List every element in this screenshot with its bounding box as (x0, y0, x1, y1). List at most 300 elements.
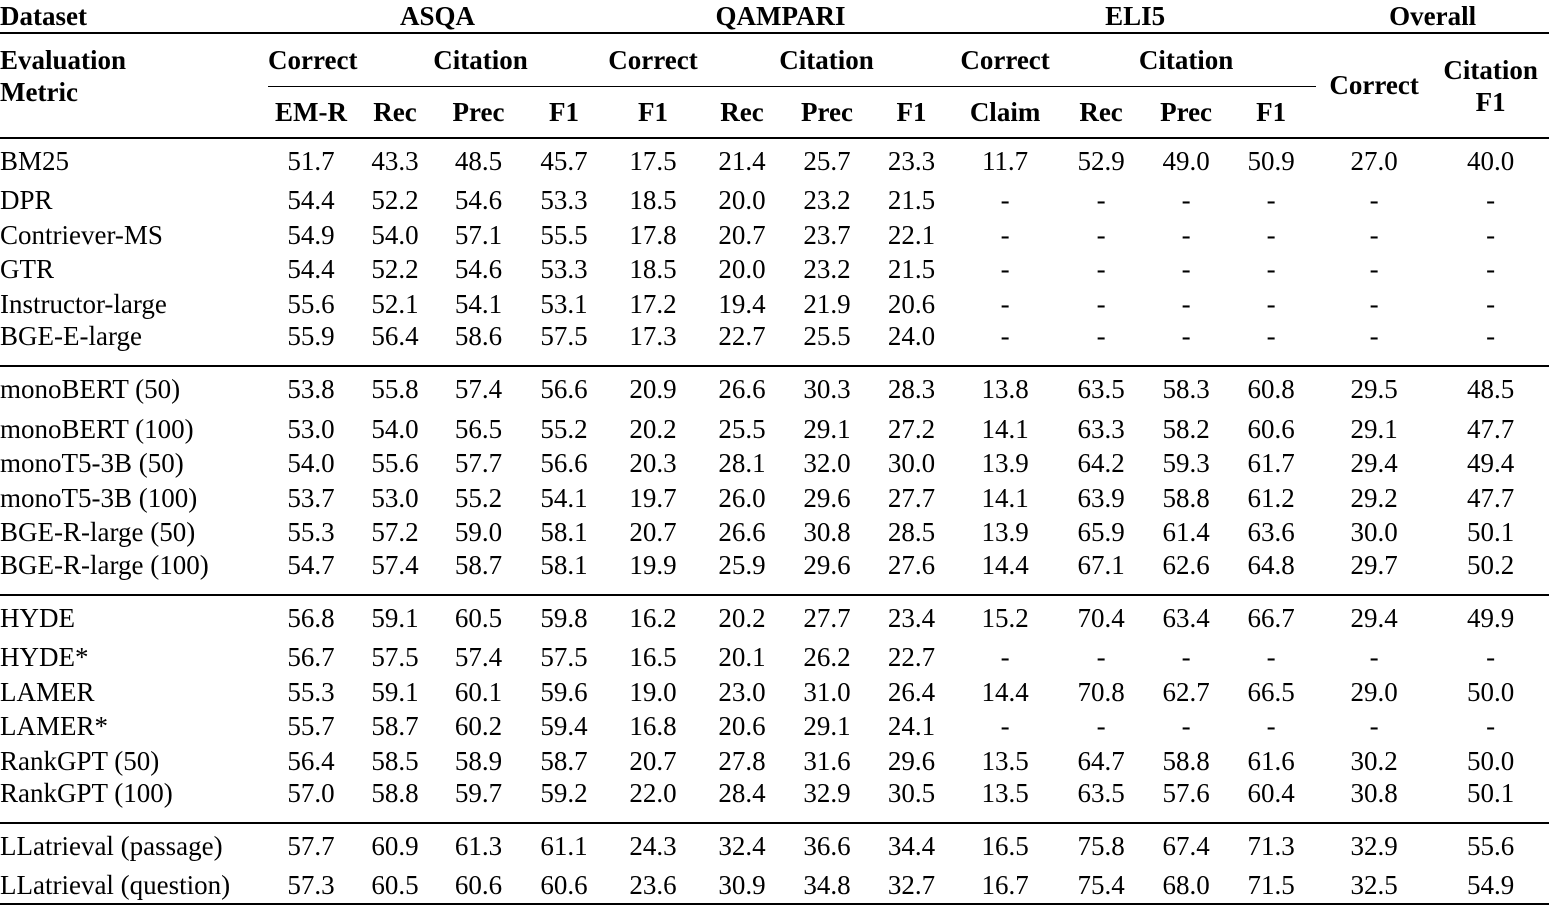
score-cell: 24.3 (607, 823, 699, 868)
score-cell: 63.3 (1077, 413, 1125, 444)
score-cell: 24.0 (887, 321, 936, 352)
score-cell: 67.4 (1146, 823, 1226, 868)
score-cell: 47.7 (1466, 482, 1515, 513)
subheader-eli5-f1: F1 (1256, 96, 1287, 127)
score-cell: 61.2 (1247, 482, 1295, 513)
score-cell: - (1369, 321, 1379, 352)
score-cell: 29.1 (803, 711, 851, 742)
method-name: GTR (0, 254, 54, 285)
score-cell: 15.2 (954, 595, 1056, 640)
score-cell: 57.5 (540, 642, 588, 673)
table-row (0, 595, 1549, 640)
eli5-correct-group: Correct (954, 33, 1056, 87)
score-cell: 29.4 (1316, 595, 1432, 640)
table-row (0, 640, 1549, 675)
score-cell: 27.7 (785, 595, 869, 640)
score-cell: - (1000, 711, 1010, 742)
score-cell: 57.2 (371, 517, 419, 548)
score-cell: 23.2 (803, 254, 851, 285)
table-row (0, 823, 1549, 868)
score-cell: 17.3 (629, 321, 677, 352)
score-cell: 51.7 (268, 138, 354, 183)
table-row (0, 252, 1549, 287)
score-cell: - (1266, 219, 1276, 250)
score-cell: 28.4 (718, 778, 766, 809)
score-cell: - (1000, 642, 1010, 673)
score-cell: 19.0 (629, 676, 677, 707)
score-cell: 53.1 (540, 289, 588, 320)
score-cell: - (1000, 254, 1010, 285)
score-cell: 70.8 (1077, 676, 1125, 707)
score-cell: 49.9 (1432, 595, 1549, 640)
score-cell: 59.6 (540, 676, 588, 707)
score-cell: 26.4 (887, 676, 936, 707)
score-cell: 53.0 (287, 413, 335, 444)
score-cell: 70.4 (1056, 595, 1146, 640)
score-cell: 60.6 (1247, 413, 1295, 444)
score-cell: 52.2 (371, 254, 419, 285)
score-cell: 63.5 (1077, 778, 1125, 809)
score-cell: 22.7 (887, 642, 936, 673)
score-cell: 23.6 (607, 868, 699, 904)
score-cell: 58.8 (371, 778, 419, 809)
score-cell: 63.5 (1056, 366, 1146, 411)
qampari-citation-group: Citation (699, 33, 954, 87)
score-cell: 71.3 (1226, 823, 1316, 868)
score-cell: - (1369, 219, 1379, 250)
score-cell: 30.0 (1350, 517, 1398, 548)
subheader-qampari-rec: Rec (720, 96, 764, 127)
score-cell: 55.9 (287, 321, 335, 352)
score-cell: 55.6 (1432, 823, 1549, 868)
score-cell: 58.7 (540, 745, 588, 776)
score-cell: 57.4 (436, 366, 521, 411)
score-cell: 57.6 (1162, 778, 1210, 809)
subheader-qampari-f1: F1 (638, 96, 669, 127)
score-cell: - (1096, 321, 1106, 352)
score-cell: 23.4 (869, 595, 954, 640)
score-cell: 59.7 (454, 778, 503, 809)
score-cell: 23.2 (803, 185, 851, 216)
score-cell: 20.0 (718, 254, 766, 285)
score-cell: 20.6 (718, 711, 766, 742)
method-name: RankGPT (50) (0, 745, 160, 776)
eli5-citation-group: Citation (1056, 33, 1316, 87)
score-cell: 54.7 (287, 549, 335, 580)
score-cell: - (1369, 711, 1379, 742)
score-cell: 13.9 (981, 448, 1029, 479)
table-row (0, 778, 1549, 823)
score-cell: 53.8 (268, 366, 354, 411)
score-cell: 55.7 (287, 711, 335, 742)
score-cell: 61.4 (1162, 517, 1210, 548)
table-row (0, 183, 1549, 218)
table-row (0, 674, 1549, 709)
score-cell: 29.0 (1350, 676, 1398, 707)
score-cell: 20.6 (887, 289, 936, 320)
score-cell: 64.8 (1247, 549, 1295, 580)
score-cell: 40.0 (1432, 138, 1549, 183)
score-cell: 50.0 (1466, 745, 1515, 776)
score-cell: 17.8 (629, 219, 677, 250)
score-cell: 27.0 (1316, 138, 1432, 183)
score-cell: 30.0 (887, 448, 936, 479)
table-row (0, 321, 1549, 366)
method-name: BGE-R-large (50) (0, 517, 196, 548)
score-cell: 50.0 (1466, 676, 1515, 707)
score-cell: 58.1 (540, 517, 588, 548)
score-cell: 59.8 (521, 595, 607, 640)
score-cell: 29.2 (1350, 482, 1398, 513)
score-cell: 14.4 (981, 549, 1029, 580)
score-cell: 54.1 (454, 289, 503, 320)
score-cell: 58.8 (1162, 482, 1210, 513)
score-cell: 54.1 (540, 482, 588, 513)
score-cell: - (1486, 254, 1496, 285)
score-cell: 50.1 (1466, 517, 1515, 548)
method-name: DPR (0, 185, 53, 216)
score-cell: 60.2 (454, 711, 503, 742)
score-cell: 57.5 (371, 642, 419, 673)
score-cell: 16.5 (954, 823, 1056, 868)
score-cell: 59.3 (1162, 448, 1210, 479)
score-cell: 21.5 (887, 185, 936, 216)
dataset-eli5: ELI5 (1105, 0, 1166, 31)
dataset-overall: Overall (1389, 0, 1477, 31)
score-cell: - (1486, 185, 1496, 216)
score-cell: 16.8 (629, 711, 677, 742)
method-name: Instructor-large (0, 289, 167, 320)
score-cell: 13.8 (954, 366, 1056, 411)
score-cell: 48.5 (436, 138, 521, 183)
score-cell: 21.4 (699, 138, 785, 183)
score-cell: 59.2 (540, 778, 588, 809)
table-row (0, 411, 1549, 446)
score-cell: 20.3 (629, 448, 677, 479)
score-cell: 31.6 (803, 745, 851, 776)
score-cell: 59.1 (354, 595, 436, 640)
score-cell: 56.4 (287, 745, 335, 776)
score-cell: - (1486, 219, 1496, 250)
score-cell: 75.8 (1056, 823, 1146, 868)
table-row (0, 481, 1549, 516)
score-cell: 27.7 (887, 482, 936, 513)
score-cell: 58.7 (371, 711, 419, 742)
score-cell: 50.1 (1466, 778, 1515, 809)
score-cell: 26.6 (718, 517, 766, 548)
method-name: BGE-R-large (100) (0, 549, 209, 580)
table-row (0, 709, 1549, 744)
method-name: monoT5-3B (50) (0, 448, 184, 479)
score-cell: - (1486, 642, 1496, 673)
score-cell: - (1486, 321, 1496, 352)
score-cell: 29.5 (1316, 366, 1432, 411)
score-cell: - (1181, 254, 1191, 285)
score-cell: 60.5 (354, 868, 436, 904)
table-row (0, 515, 1549, 550)
score-cell: 64.7 (1077, 745, 1125, 776)
score-cell: 53.0 (371, 482, 419, 513)
score-cell: 53.3 (540, 254, 588, 285)
metric-label (0, 33, 268, 138)
score-cell: 28.3 (869, 366, 954, 411)
score-cell: 54.9 (287, 219, 335, 250)
score-cell: 58.8 (1162, 745, 1210, 776)
subheader-qampari-prec: Prec (801, 96, 853, 127)
score-cell: 13.9 (981, 517, 1029, 548)
score-cell: 60.9 (354, 823, 436, 868)
score-cell: 66.5 (1247, 676, 1295, 707)
score-cell: 30.5 (887, 778, 936, 809)
score-cell: 64.2 (1077, 448, 1125, 479)
score-cell: 60.6 (521, 868, 607, 904)
score-cell: 54.0 (287, 448, 335, 479)
dataset-label: Dataset (0, 0, 87, 31)
score-cell: 61.6 (1247, 745, 1295, 776)
score-cell: 55.5 (540, 219, 588, 250)
score-cell: - (1181, 219, 1191, 250)
method-name: monoBERT (50) (0, 366, 268, 411)
subheader-asqa-rec: Rec (373, 96, 417, 127)
score-cell: 16.5 (629, 642, 677, 673)
score-cell: 54.9 (1432, 868, 1549, 904)
score-cell: 26.6 (699, 366, 785, 411)
score-cell: - (1181, 711, 1191, 742)
score-cell: 67.1 (1077, 549, 1125, 580)
score-cell: 61.7 (1247, 448, 1295, 479)
score-cell: 32.9 (1316, 823, 1432, 868)
score-cell: - (1266, 711, 1276, 742)
subheader-qampari-citation-f1: F1 (896, 96, 927, 127)
score-cell: 60.4 (1247, 778, 1295, 809)
score-cell: 25.5 (718, 413, 766, 444)
overall-citation-group (1432, 33, 1549, 138)
dataset-qampari: QAMPARI (715, 0, 846, 31)
score-cell: 26.2 (803, 642, 851, 673)
score-cell: 47.7 (1466, 413, 1515, 444)
score-cell: 58.5 (371, 745, 419, 776)
score-cell: 56.5 (454, 413, 503, 444)
score-cell: - (1096, 642, 1106, 673)
score-cell: - (1096, 254, 1106, 285)
method-name: BGE-E-large (0, 321, 142, 352)
score-cell: - (1181, 321, 1191, 352)
score-cell: 34.4 (869, 823, 954, 868)
method-name: monoBERT (100) (0, 413, 194, 444)
asqa-citation-group: Citation (354, 33, 607, 87)
score-cell: - (1369, 289, 1379, 320)
score-cell: 32.7 (869, 868, 954, 904)
score-cell: 30.2 (1350, 745, 1398, 776)
score-cell: 50.9 (1226, 138, 1316, 183)
overall-citation-line2: F1 (1475, 86, 1506, 117)
score-cell: 61.1 (521, 823, 607, 868)
method-name: BM25 (0, 138, 268, 183)
score-cell: 29.1 (803, 413, 851, 444)
score-cell: - (1266, 642, 1276, 673)
results-body (0, 138, 1549, 904)
score-cell: 48.5 (1432, 366, 1549, 411)
score-cell: 29.7 (1350, 549, 1398, 580)
metric-label-line1: Evaluation (0, 45, 127, 75)
score-cell: 57.0 (287, 778, 335, 809)
subheader-eli5-rec: Rec (1079, 96, 1123, 127)
score-cell: 22.1 (887, 219, 936, 250)
table-row (0, 550, 1549, 595)
score-cell: 24.1 (887, 711, 936, 742)
score-cell: 29.6 (887, 745, 936, 776)
subheader-eli5-claim: Claim (969, 96, 1041, 127)
score-cell: 53.7 (287, 482, 335, 513)
score-cell: 71.5 (1226, 868, 1316, 904)
score-cell: 20.7 (629, 517, 677, 548)
score-cell: 19.4 (718, 289, 766, 320)
score-cell: 30.8 (803, 517, 851, 548)
score-cell: 20.7 (629, 745, 677, 776)
score-cell: 54.4 (287, 254, 335, 285)
method-name: Contriever-MS (0, 219, 163, 250)
overall-correct-group: Correct (1316, 33, 1432, 138)
score-cell: 52.2 (371, 185, 419, 216)
score-cell: 21.5 (887, 254, 936, 285)
score-cell: 55.8 (354, 366, 436, 411)
score-cell: - (1096, 185, 1106, 216)
method-name: HYDE* (0, 642, 89, 673)
score-cell: 36.6 (785, 823, 869, 868)
score-cell: 23.0 (718, 676, 766, 707)
asqa-correct-group: Correct (268, 33, 354, 87)
score-cell: 19.9 (629, 549, 677, 580)
score-cell: 30.8 (1350, 778, 1398, 809)
score-cell: 56.8 (268, 595, 354, 640)
score-cell: 31.0 (803, 676, 851, 707)
score-cell: - (1266, 321, 1276, 352)
subheader-eli5-prec: Prec (1160, 96, 1213, 127)
score-cell: 23.3 (869, 138, 954, 183)
score-cell: 58.2 (1162, 413, 1210, 444)
score-cell: 32.9 (803, 778, 851, 809)
method-name: LLatrieval (question) (0, 868, 268, 904)
score-cell: 20.2 (629, 413, 677, 444)
score-cell: 28.5 (887, 517, 936, 548)
score-cell: 55.3 (287, 676, 335, 707)
method-name: monoT5-3B (100) (0, 482, 198, 513)
score-cell: 54.0 (371, 219, 419, 250)
table-row (0, 366, 1549, 411)
score-cell: 58.1 (540, 549, 588, 580)
score-cell: 63.9 (1077, 482, 1125, 513)
score-cell: 28.1 (718, 448, 766, 479)
score-cell: 57.4 (454, 642, 503, 673)
score-cell: 27.2 (887, 413, 936, 444)
method-name: RankGPT (100) (0, 778, 173, 809)
score-cell: 56.6 (540, 448, 588, 479)
score-cell: 49.0 (1146, 138, 1226, 183)
score-cell: 29.4 (1350, 448, 1398, 479)
score-cell: 65.9 (1077, 517, 1125, 548)
subheader-asqa-em-r: EM-R (275, 96, 347, 127)
method-name: LAMER* (0, 711, 108, 742)
score-cell: 63.4 (1146, 595, 1226, 640)
score-cell: 17.2 (629, 289, 677, 320)
score-cell: - (1181, 642, 1191, 673)
subheader-asqa-f1: F1 (549, 96, 579, 127)
table-row (0, 744, 1549, 779)
dataset-asqa: ASQA (400, 0, 476, 31)
score-cell: 43.3 (354, 138, 436, 183)
score-cell: 60.6 (436, 868, 521, 904)
overall-citation-line1: Citation (1443, 54, 1538, 85)
score-cell: 32.4 (699, 823, 785, 868)
score-cell: 25.9 (718, 549, 766, 580)
score-cell: - (1181, 289, 1191, 320)
score-cell: 54.6 (454, 254, 503, 285)
score-cell: 53.3 (540, 185, 588, 216)
score-cell: 17.5 (607, 138, 699, 183)
score-cell: 50.2 (1466, 549, 1515, 580)
score-cell: 49.4 (1466, 448, 1515, 479)
score-cell: - (1096, 711, 1106, 742)
score-cell: 13.5 (981, 778, 1029, 809)
score-cell: 20.1 (718, 642, 766, 673)
score-cell: - (1096, 219, 1106, 250)
score-cell: 54.6 (454, 185, 503, 216)
score-cell: - (1486, 711, 1496, 742)
score-cell: 18.5 (629, 254, 677, 285)
score-cell: 29.6 (803, 482, 851, 513)
score-cell: 57.1 (454, 219, 503, 250)
score-cell: 32.0 (803, 448, 851, 479)
score-cell: 58.6 (454, 321, 503, 352)
score-cell: 30.3 (785, 366, 869, 411)
score-cell: 29.1 (1350, 413, 1398, 444)
score-cell: 60.8 (1226, 366, 1316, 411)
score-cell: 55.6 (287, 289, 335, 320)
score-cell: - (1486, 289, 1496, 320)
score-cell: 75.4 (1056, 868, 1146, 904)
score-cell: 20.7 (718, 219, 766, 250)
method-name: HYDE (0, 595, 268, 640)
table-row (0, 446, 1549, 481)
score-cell: 60.1 (454, 676, 503, 707)
score-cell: 25.7 (785, 138, 869, 183)
score-cell: 22.7 (718, 321, 766, 352)
qampari-correct-group: Correct (607, 33, 699, 87)
score-cell: 52.9 (1056, 138, 1146, 183)
score-cell: 59.4 (540, 711, 588, 742)
score-cell: 54.4 (287, 185, 335, 216)
score-cell: 18.5 (629, 185, 677, 216)
score-cell: - (1369, 642, 1379, 673)
score-cell: 29.6 (803, 549, 851, 580)
table-row (0, 868, 1549, 904)
score-cell: 20.2 (699, 595, 785, 640)
score-cell: 60.5 (436, 595, 521, 640)
score-cell: 16.7 (954, 868, 1056, 904)
score-cell: - (1369, 254, 1379, 285)
score-cell: 34.8 (785, 868, 869, 904)
score-cell: 30.9 (699, 868, 785, 904)
score-cell: 62.6 (1162, 549, 1210, 580)
score-cell: 52.1 (371, 289, 419, 320)
score-cell: 11.7 (954, 138, 1056, 183)
score-cell: 14.4 (981, 676, 1029, 707)
score-cell: 57.7 (268, 823, 354, 868)
score-cell: 62.7 (1162, 676, 1210, 707)
score-cell: - (1000, 289, 1010, 320)
score-cell: 22.0 (629, 778, 677, 809)
score-cell: - (1096, 289, 1106, 320)
